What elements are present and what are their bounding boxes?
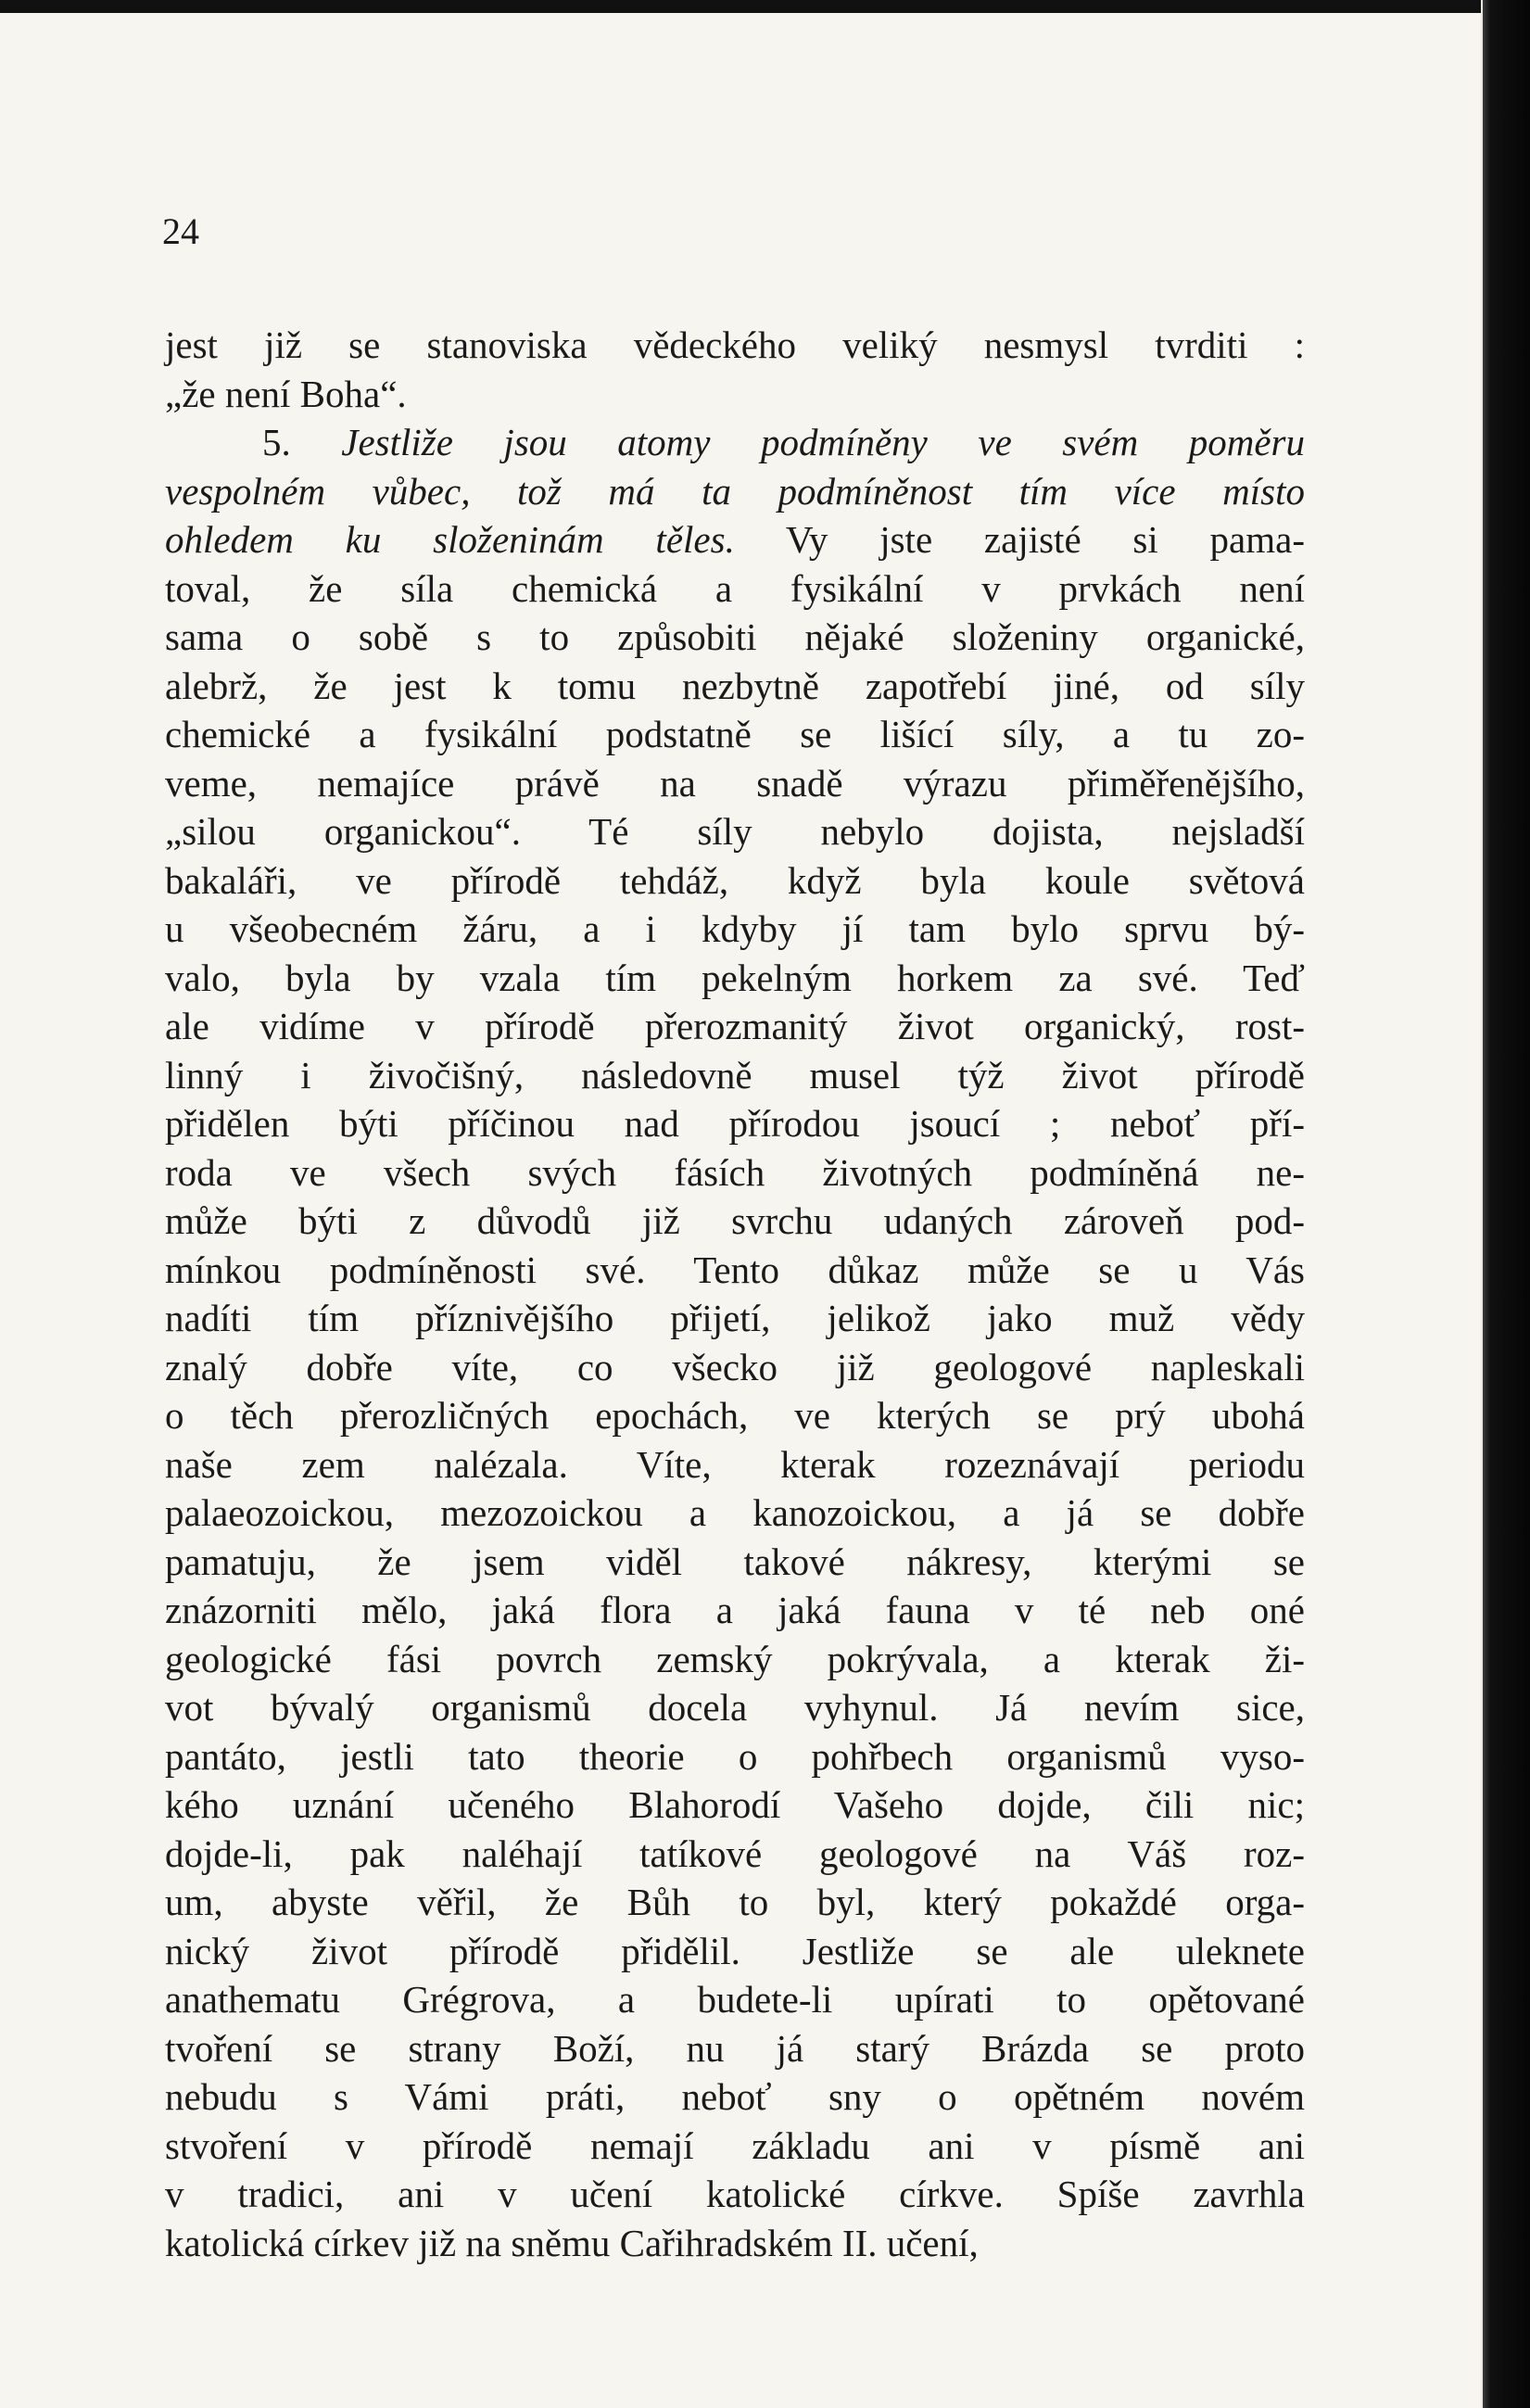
text-line: anathematu Grégrova, a budete-li upírati to opětované [165,1978,1305,2021]
text-line: mínkou podmíněnosti své. Tento důkaz může se u Vás [165,1248,1305,1291]
text-line: o těch přerozličných epochách, ve kterých se prý ubohá [165,1394,1305,1437]
text-line: kého uznání učeného Blahorodí Vašeho dojde, čili nic; [165,1783,1305,1826]
text-line: jest již se stanoviska vědeckého veliký nesmysl tvrditi : [165,323,1305,366]
text-line: může býti z důvodů již svrchu udaných zároveň pod- [165,1199,1305,1242]
text-line: valo, byla by vzala tím pekelným horkem za své. Teď [165,956,1305,999]
text-line: veme, nemajíce právě na snadě výrazu přiměřenějšího, [165,761,1305,805]
text-line: alebrž, že jest k tomu nezbytně zapotřebí jiné, od síly [165,664,1305,707]
text-line: znalý dobře víte, co všecko již geologové napleskali [165,1345,1305,1388]
text-line: pamatuju, že jsem viděl takové nákresy, kterými se [165,1540,1305,1583]
text-line: palaeozoickou, mezozoickou a kanozoickou, a já se dobře [165,1491,1305,1534]
text-line: toval, že síla chemická a fysikální v prvkách není [165,566,1305,610]
text-line: katolická církev již na sněmu Cařihradském II. učení, [165,2221,979,2264]
text-line: dojde-li, pak naléhají tatíkové geologové na Váš roz- [165,1831,1305,1875]
text-line: sama o sobě s to způsobiti nějaké složeniny organické, [165,615,1305,658]
scan-border [1483,0,1530,2408]
text-line: 5. Jestliže jsou atomy podmíněny ve svém poměru [262,421,1305,463]
text-line: geologické fási povrch zemský pokrývala, a kterak ži- [165,1637,1305,1680]
text-line: vespolném vůbec, tož má ta podmíněnost tím více místo [165,469,1305,513]
text-line: naše zem nalézala. Víte, kterak rozeznávají periodu [165,1442,1305,1486]
text-line: ohledem ku složeninám těles. Vy jste zajisté si pama- [165,518,1305,561]
text-line: tvoření se strany Boží, nu já starý Brázda se proto [165,2026,1305,2070]
text-line: vot bývalý organismů docela vyhynul. Já nevím sice, [165,1686,1305,1729]
text-line: chemické a fysikální podstatně se lišící síly, a tu zo- [165,713,1305,755]
text-line: roda ve všech svých fásích životných podmíněná ne- [165,1150,1305,1194]
text-line: znázorniti mělo, jaká flora a jaká fauna v té neb oné [165,1589,1305,1631]
text-line: nický život přírodě přidělil. Jestliže se ale uleknete [165,1929,1305,1972]
text-line: nadíti tím příznivějšího přijetí, jelikož jako muž vědy [165,1297,1305,1339]
text-line: „silou organickou“. Té síly nebylo dojista, nejsladší [165,810,1305,853]
text-line: stvoření v přírodě nemají základu ani v písmě ani [165,2123,1305,2167]
text-line: linný i živočišný, následovně musel týž život přírodě [165,1053,1305,1096]
page-number: 24 [162,210,199,252]
text-line: u všeobecném žáru, a i kdyby jí tam bylo sprvu bý- [165,907,1305,950]
body-text [165,321,1305,2267]
text-line: „že není Boha“. [165,372,407,415]
text-line: přidělen býti příčinou nad přírodou jsoucí ; neboť pří- [165,1102,1305,1145]
text-line: nebudu s Vámi práti, neboť sny o opětném novém [165,2075,1305,2118]
text-line: v tradici, ani v učení katolické církve. Spíše zavrhla [165,2173,1305,2215]
text-line: um, abyste věřil, že Bůh to byl, který pokaždé orga- [165,1881,1305,1923]
text-line: bakaláři, ve přírodě tehdáž, když byla koule světová [165,858,1305,902]
text-line: pantáto, jestli tato theorie o pohřbech organismů vyso- [165,1734,1305,1778]
text-line: ale vidíme v přírodě přerozmanitý život organický, rost- [165,1005,1305,1047]
